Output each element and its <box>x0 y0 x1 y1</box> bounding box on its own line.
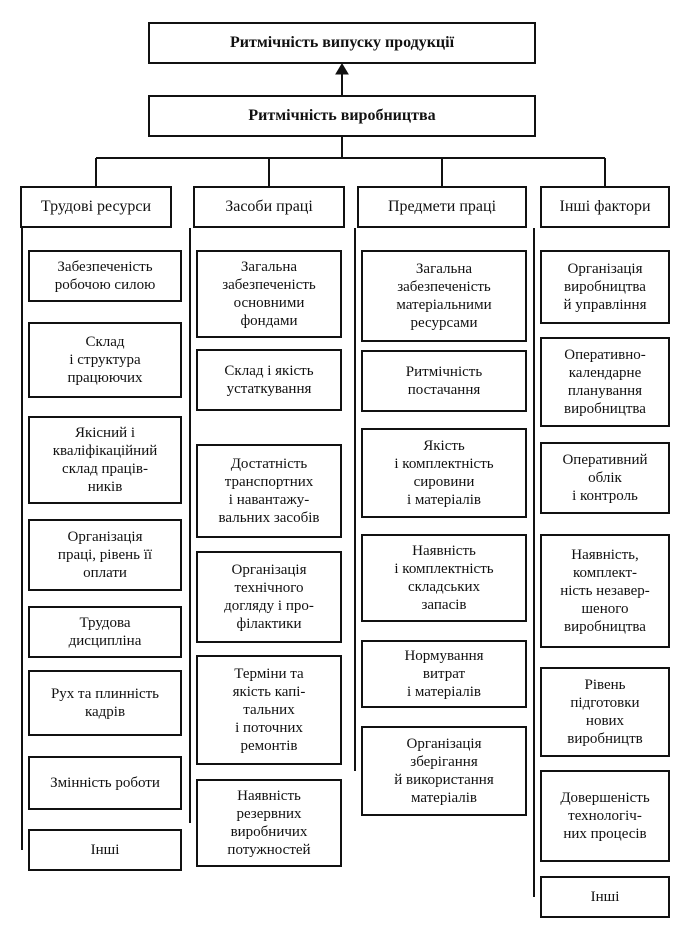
top-box-output-rhythm: Ритмічність випуску продукції <box>148 22 536 64</box>
category-box-means-of-labor: Засоби праці <box>193 186 345 228</box>
category-box-labor-resources: Трудові ресурси <box>20 186 172 228</box>
factor-box-accounting-control: Оперативний облік і контроль <box>540 442 670 514</box>
factor-box-material-storage: Організація зберігання й використання матеріалів <box>361 726 527 816</box>
factor-box-new-production-prep: Рівень підготовки нових виробництв <box>540 667 670 757</box>
factor-box-technological-processes: Довершеність технологіч- них процесів <box>540 770 670 862</box>
factor-box-labor-other: Інші <box>28 829 182 871</box>
factor-box-consumption-norms: Нормування витрат і матеріалів <box>361 640 527 708</box>
factor-box-scheduling: Оперативно- календарне планування виробництва <box>540 337 670 427</box>
factor-box-labor-supply: Забезпеченість робочою силою <box>28 250 182 302</box>
factor-box-maintenance: Організація технічного догляду і про- філактики <box>196 551 342 643</box>
category-box-objects-of-labor: Предмети праці <box>357 186 527 228</box>
factor-box-repairs: Терміни та якість капі- тальних і поточних ремонтів <box>196 655 342 765</box>
factor-box-workforce-qualification: Якісний і кваліфікаційний склад праців- ників <box>28 416 182 504</box>
category-box-other-factors: Інші фактори <box>540 186 670 228</box>
factor-box-other-other: Інші <box>540 876 670 918</box>
factor-box-staff-turnover: Рух та плинність кадрів <box>28 670 182 736</box>
factor-box-material-supply: Загальна забезпеченість матеріальними ресурсами <box>361 250 527 342</box>
factor-box-workforce-structure: Склад і структура працюючих <box>28 322 182 398</box>
factor-box-reserve-capacity: Наявність резервних виробничих потужностей <box>196 779 342 867</box>
arrow-head-up <box>336 64 348 74</box>
factor-box-warehouse-stock: Наявність і комплектність складських запасів <box>361 534 527 622</box>
factor-box-labor-organization: Організація праці, рівень її оплати <box>28 519 182 591</box>
factor-box-labor-discipline: Трудова дисципліна <box>28 606 182 658</box>
factor-box-transport-means: Достатність транспортних і навантажу- вальних засобів <box>196 444 342 538</box>
factor-box-fixed-assets-supply: Загальна забезпеченість основними фондами <box>196 250 342 338</box>
factor-box-production-management: Організація виробництва й управління <box>540 250 670 324</box>
factor-box-equipment-quality: Склад і якість устаткування <box>196 349 342 411</box>
second-box-production-rhythm: Ритмічність виробництва <box>148 95 536 137</box>
factor-box-work-in-progress: Наявність, комплект- ність незавер- шеного виробництва <box>540 534 670 648</box>
factor-box-shift-work: Змінність роботи <box>28 756 182 810</box>
factor-box-raw-material-quality: Якість і комплектність сировини і матеріалів <box>361 428 527 518</box>
factor-box-supply-rhythm: Ритмічність постачання <box>361 350 527 412</box>
